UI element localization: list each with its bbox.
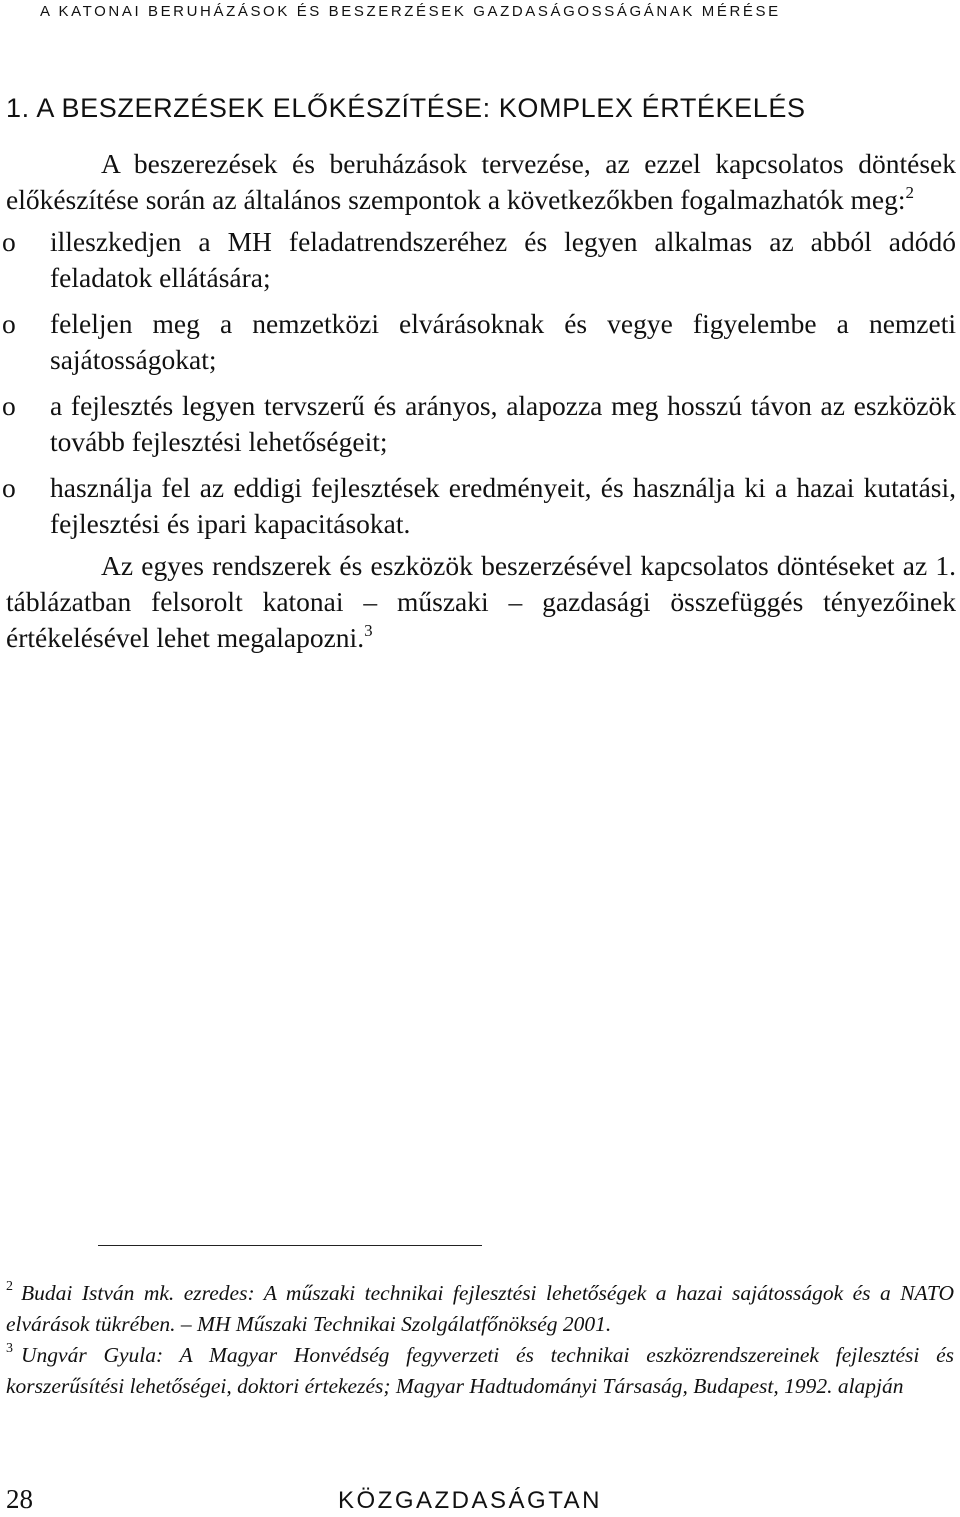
footnote-ref-3[interactable]: 3 (364, 621, 373, 640)
list-item-text: használja fel az eddigi fejlesztések eredményeit, és használja ki a hazai kutatási, fejlesztési és ipari kapacitásokat. (50, 472, 956, 539)
bullet-marker: o (2, 472, 16, 503)
running-footer: KÖZGAZDASÁGTAN (338, 1487, 602, 1514)
footnote-text: Ungvár Gyula: A Magyar Honvédség fegyverzeti és technikai eszközrendszereinek fejlesztési és korszerűsítési lehetőségei, doktori értekezés; Magyar Hadtudományi Társaság, Budapest, 1992. alapján (6, 1343, 954, 1398)
footnote-number: 3 (6, 1341, 13, 1356)
footnote-2 (6, 1278, 954, 1340)
footnote-number: 2 (6, 1279, 13, 1294)
list-item-text: feleljen meg a nemzetközi elvárásoknak és vegye figyelembe a nemzeti sajátosságokat; (50, 308, 956, 375)
intro-paragraph (6, 146, 956, 218)
running-header: A KATONAI BERUHÁZÁSOK ÉS BESZERZÉSEK GAZDASÁGOSSÁGÁNAK MÉRÉSE (40, 3, 781, 20)
footnote-ref-2[interactable]: 2 (905, 183, 915, 202)
list-item (2, 388, 956, 460)
criteria-list (2, 224, 956, 542)
list-item-text: illeszkedjen a MH feladatrendszeréhez és legyen alkalmas az abból adódó feladatok ellátására; (50, 226, 956, 293)
bullet-marker: o (2, 308, 16, 339)
footnotes (6, 1278, 954, 1402)
bullet-marker: o (2, 226, 16, 257)
list-item (2, 306, 956, 378)
footnote-text: Budai István mk. ezredes: A műszaki technikai fejlesztési lehetőségek a hazai sajátosságok és a NATO elvárások tükrében. – MH Műszaki Technikai Szolgálatfőnökség 2001. (6, 1281, 954, 1336)
closing-text: Az egyes rendszerek és eszközök beszerzésével kapcsolatos döntéseket az 1. táblázatban felsorolt katonai – műszaki – gazdasági összefüggés tényezőinek értékelésével lehet megalapozni. (6, 550, 956, 653)
footnote-3 (6, 1340, 954, 1402)
bullet-marker: o (2, 390, 16, 421)
list-item-text: a fejlesztés legyen tervszerű és arányos, alapozza meg hosszú távon az eszközök tovább fejlesztési lehetőségeit; (50, 390, 956, 457)
closing-paragraph (6, 548, 956, 656)
list-item (2, 224, 956, 296)
intro-text: A beszerezések és beruházások tervezése, az ezzel kapcsolatos döntések előkészítése során az általános szempontok a következőkben fogalmazhatók meg: (6, 148, 956, 215)
footnote-separator (98, 1245, 482, 1246)
section-title: 1. A BESZERZÉSEK ELŐKÉSZÍTÉSE: KOMPLEX ÉRTÉKELÉS (6, 93, 806, 123)
page-number: 28 (6, 1484, 33, 1514)
list-item (2, 470, 956, 542)
page-body (2, 84, 956, 656)
